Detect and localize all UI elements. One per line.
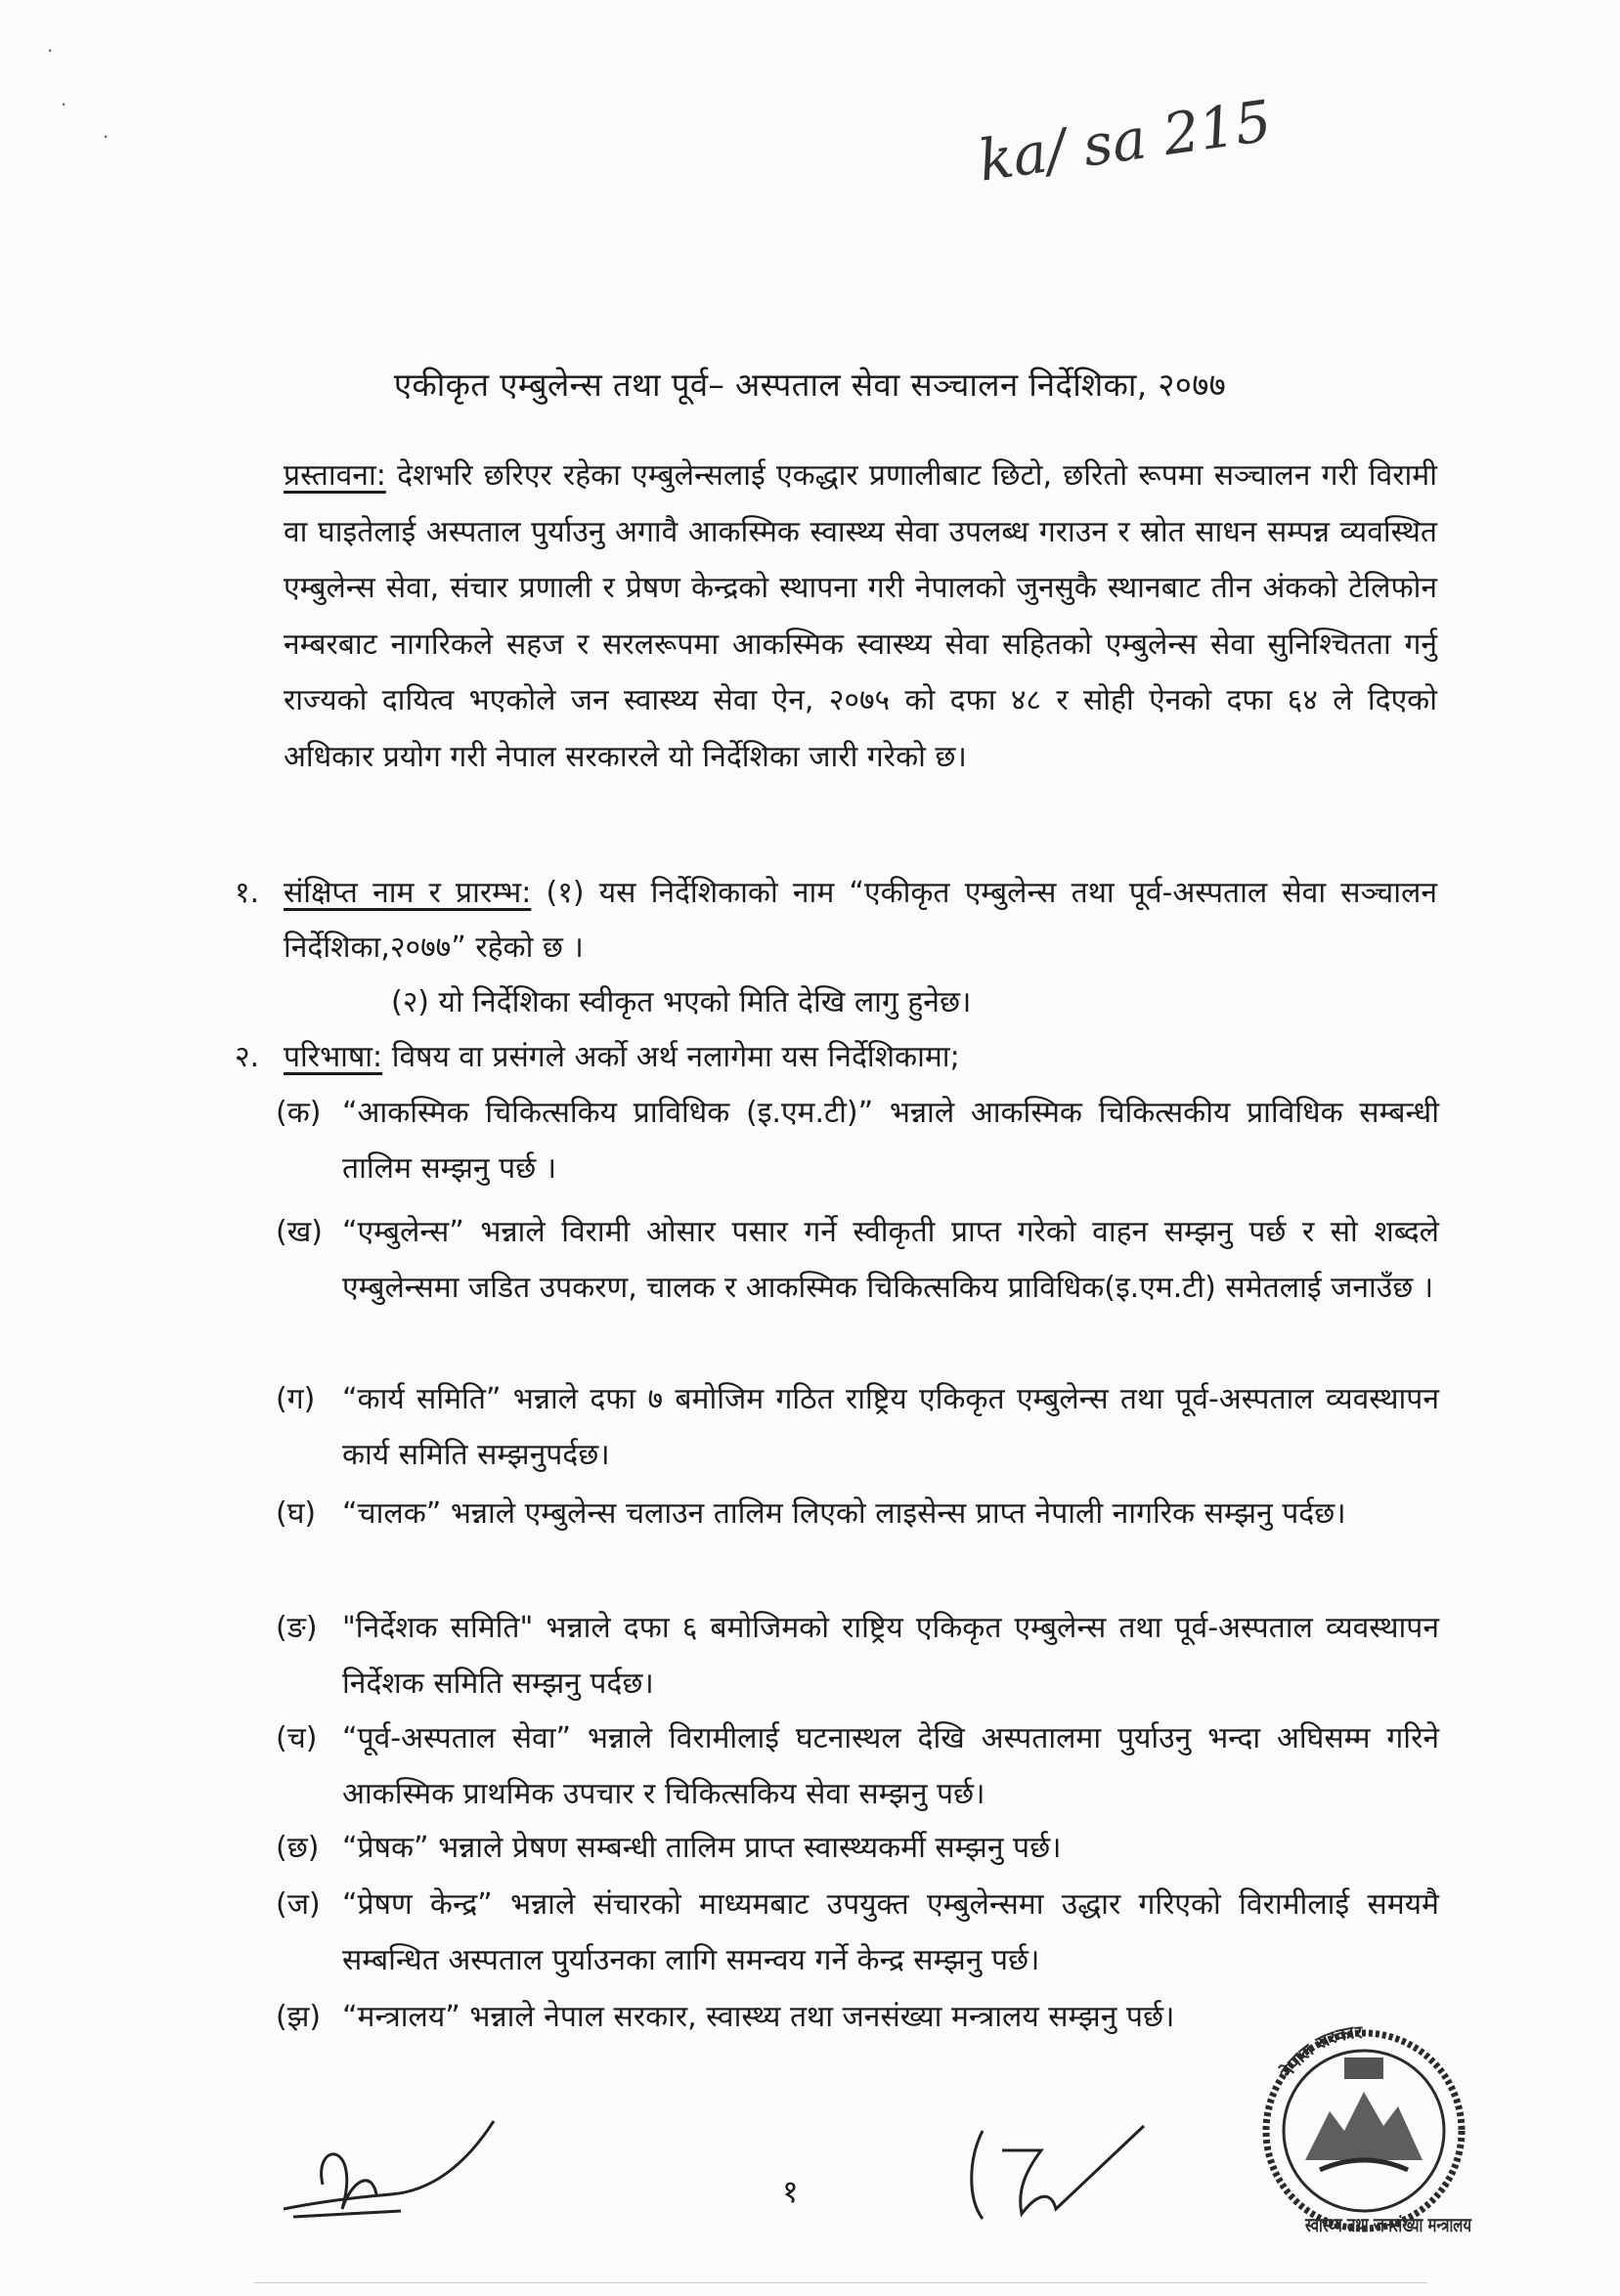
section-text: विषय वा प्रसंगले अर्को अर्थ नलागेमा यस निर्देशिकामा; [382,1040,960,1074]
definition-text: "निर्देशक समिति" भन्नाले दफा ६ बमोजिमको राष्ट्रिय एकिकृत एम्बुलेन्स तथा पूर्व-अस्पताल व्यवस्थापन निर्देशक समिति सम्झनु पर्दछ। [342,1611,1439,1701]
official-seal [1247,1999,1481,2243]
definition-label: (ग) [276,1382,316,1416]
definition-item [276,1600,1439,1711]
definition-item [276,1371,1439,1483]
page-number: १ [782,2173,799,2210]
definition-item [276,1989,1253,2045]
definition-text: “प्रेषण केन्द्र” भन्नाले संचारको माध्यमबाट उपयुक्त एम्बुलेन्समा उद्धार गरिएको विरामीलाई समयमै सम्बन्धित अस्पताल पुर्याउनका लागि समन्वय गर्ने केन्द्र सम्झनु पर्छ। [342,1887,1439,1977]
signature-left [274,2101,499,2229]
definition-label: (च) [276,1721,318,1755]
preamble [284,448,1437,785]
definition-label: (ख) [276,1215,323,1249]
definition-item [276,1486,1439,1541]
definition-text: “प्रेषक” भन्नाले प्रेषण सम्बन्धी तालिम प्राप्त स्वास्थ्यकर्मी सम्झनु पर्छ। [342,1831,1062,1865]
seal-top-text: नेपाल सरकार [1276,2021,1363,2082]
preamble-label: प्रस्तावना: [284,458,386,493]
definition-label: (घ) [276,1496,317,1531]
scan-speck: · [61,93,67,116]
definition-item [276,1085,1439,1196]
definition-text: “चालक” भन्नाले एम्बुलेन्स चलाउन तालिम लिएको लाइसेन्स प्राप्त नेपाली नागरिक सम्झनु पर्दछ। [342,1496,1346,1531]
section-heading: संक्षिप्त नाम र प्रारम्भ: [284,876,532,910]
definition-item [276,1711,1439,1822]
definition-label: (ङ) [276,1611,318,1645]
definition-label: (झ) [276,2000,322,2034]
signature-right [958,2111,1163,2248]
handwritten-note: ka/ sa 215 [974,87,1276,195]
document-title: एकीकृत एम्बुलेन्स तथा पूर्व– अस्पताल सेवा सञ्चालन निर्देशिका, २०७७ [393,366,1227,404]
section-number: १. [235,876,260,910]
definition-item [276,1877,1439,1988]
definition-text: “कार्य समिति” भन्नाले दफा ७ बमोजिम गठित राष्ट्रिय एकिकृत एम्बुलेन्स तथा पूर्व-अस्पताल व्यवस्थापन कार्य समिति सम्झनुपर्दछ। [342,1382,1439,1472]
definition-text: “मन्त्रालय” भन्नाले नेपाल सरकार, स्वास्थ्य तथा जनसंख्या मन्त्रालय सम्झनु पर्छ। [342,2000,1175,2034]
definition-label: (क) [276,1096,322,1130]
definition-label: (छ) [276,1831,320,1865]
definition-item [276,1820,1439,1876]
section-2 [235,1030,1437,1085]
definition-item [276,1204,1439,1316]
definition-text: “एम्बुलेन्स” भन्नाले विरामी ओसार पसार गर्ने स्वीकृती प्राप्त गरेको वाहन सम्झनु पर्छ र सो शब्दले एम्बुलेन्समा जडित उपकरण, चालक र आकस्मिक चिकित्सकिय प्राविधिक(इ.एम.टी) समेतलाई जनाउँछ । [342,1215,1439,1305]
scan-speck: · [103,125,109,149]
definition-text: “पूर्व-अस्पताल सेवा” भन्नाले विरामीलाई घटनास्थल देखि अस्पतालमा पुर्याउनु भन्दा अघिसम्म गरिने आकस्मिक प्राथमिक उपचार र चिकित्सकिय सेवा सम्झनु पर्छ। [342,1721,1439,1811]
definition-label: (ज) [276,1887,321,1922]
definition-text: “आकस्मिक चिकित्सकिय प्राविधिक (इ.एम.टी)” भन्नाले आकस्मिक चिकित्सकीय प्राविधिक सम्बन्धी तालिम सम्झनु पर्छ । [342,1096,1439,1186]
section-heading: परिभाषा: [284,1040,383,1074]
section-1-subclause-2: (२) यो निर्देशिका स्वीकृत भएको मिति देखि लागु हुनेछ। [391,985,972,1019]
seal-bottom-text: स्वास्थ्य तथा जनसंख्या मन्त्रालय [1304,2213,1473,2236]
section-text: (१) यस निर्देशिकाको नाम “एकीकृत एम्बुलेन्स तथा पूर्व-अस्पताल सेवा सञ्चालन निर्देशिका,२०७७” रहेको छ । [284,876,1437,965]
preamble-text: देशभरि छरिएर रहेका एम्बुलेन्सलाई एकद्धार प्रणालीबाट छिटो, छरितो रूपमा सञ्चालन गरी विरामी वा घाइतेलाई अस्पताल पुर्याउनु अगावै आकस्मिक स्वास्थ्य सेवा उपलब्ध गराउन र स्रोत साधन सम्पन्न व्यवस्थित एम्बुलेन्स सेवा, संचार प्रणाली र प्रेषण केन्द्रको स्थापना गरी नेपालको जुनसुकै स्थानबाट तीन अंकको टेलिफोन नम्बरबाट नागरिकले सहज र सरलरूपमा आकस्मिक स्वास्थ्य सेवा सहितको एम्बुलेन्स सेवा सुनिश्चितता गर्नु राज्यको दायित्व भएकोले जन स्वास्थ्य सेवा ऐन, २०७५ को दफा ४८ र सोही ऐनको दफा ६४ ले दिएको अधिकार प्रयोग गरी नेपाल सरकारले यो निर्देशिका जारी गरेको छ। [284,458,1437,774]
section-1 [235,866,1437,975]
section-number: २. [235,1040,260,1074]
scan-speck: · [47,39,54,63]
footer-rule [254,2282,1427,2283]
